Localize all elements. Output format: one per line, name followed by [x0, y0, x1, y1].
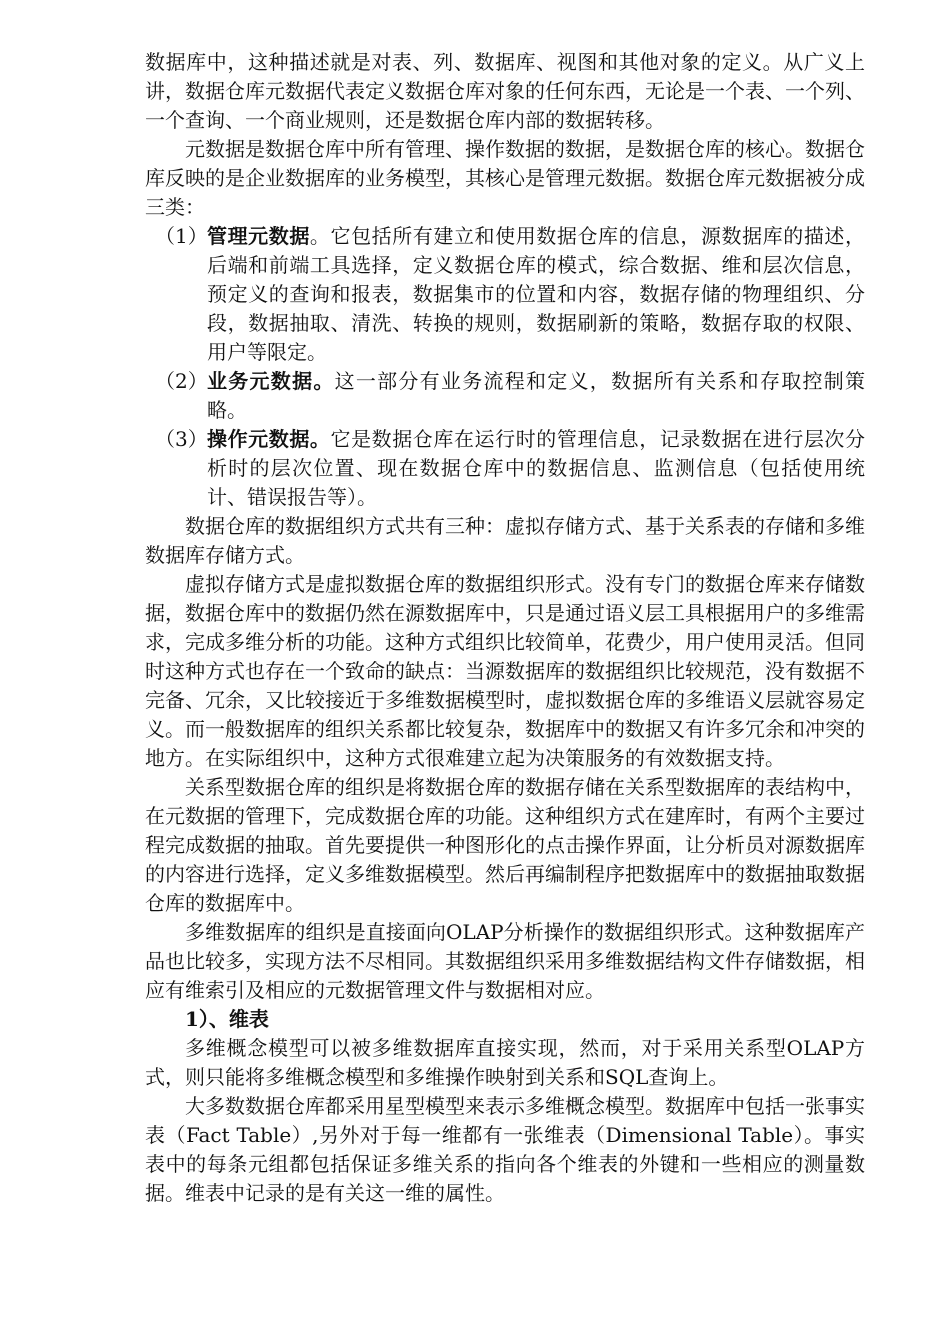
list-item-management-metadata	[145, 222, 865, 367]
paragraph-virtual-storage: 虚拟存储方式是虚拟数据仓库的数据组织形式。没有专门的数据仓库来存储数据，数据仓库中的数据仍然在源数据库中，只是通过语义层工具根据用户的多维需求，完成多维分析的功能。这种方式组织比较简单，花费少，用户使用灵活。但同时这种方式也存在一个致命的缺点：当源数据库的数据组织比较规范，没有数据不完备、冗余，又比较接近于多维数据模型时，虚拟数据仓库的多维语义层就容易定义。而一般数据库的组织关系都比较复杂，数据库中的数据又有许多冗余和冲突的地方。在实际组织中，这种方式很难建立起为决策服务的有效数据支持。	[145, 572, 865, 770]
paragraph-metadata-definition: 数据库中，这种描述就是对表、列、数据库、视图和其他对象的定义。从广义上讲，数据仓库元数据代表定义数据仓库对象的任何东西，无论是一个表、一个列、一个查询、一个商业规则，还是数据仓库内部的数据转移。	[145, 50, 865, 132]
list-item-number: （2）	[155, 369, 208, 393]
list-item-term: 管理元数据	[207, 224, 310, 248]
list-item-business-metadata	[145, 367, 865, 425]
list-item-text: 。它包括所有建立和使用数据仓库的信息，源数据库的描述，后端和前端工具选择，定义数据仓库的模式，综合数据、维和层次信息，预定义的查询和报表，数据集市的位置和内容，数据存储的物理组织、分段，数据抽取、清洗、转换的规则，数据刷新的策略，数据存取的权限、用户等限定。	[207, 224, 866, 364]
document-body	[145, 48, 865, 1208]
list-item-number: （3）	[155, 427, 208, 451]
paragraph-relational-warehouse: 关系型数据仓库的组织是将数据仓库的数据存储在关系型数据库的表结构中，在元数据的管理下，完成数据仓库的功能。这种组织方式在建库时，有两个主要过程完成数据的抽取。首先要提供一种图形化的点击操作界面，让分析员对源数据库的内容进行选择，定义多维数据模型。然后再编制程序把数据库中的数据抽取数据仓库的数据库中。	[145, 775, 865, 915]
section-heading-dimension-table: 1）、维表	[185, 1007, 269, 1031]
paragraph-storage-methods: 数据仓库的数据组织方式共有三种：虚拟存储方式、基于关系表的存储和多维数据库存储方式。	[145, 514, 865, 567]
paragraph-olap-mapping: 多维概念模型可以被多维数据库直接实现，然而，对于采用关系型OLAP方式，则只能将多维概念模型和多维操作映射到关系和SQL查询上。	[145, 1036, 865, 1089]
list-item-term: 业务元数据。	[207, 369, 335, 393]
paragraph-star-schema: 大多数数据仓库都采用星型模型来表示多维概念模型。数据库中包括一张事实表（Fact Table）,另外对于每一维都有一张维表（Dimensional Table）。事实表中的每条元组都包括保证多维关系的指向各个维表的外键和一些相应的测量数据。维表中记录的是有关这一维的属性。	[145, 1094, 865, 1205]
paragraph-metadata-core: 元数据是数据仓库中所有管理、操作数据的数据，是数据仓库的核心。数据仓库反映的是企业数据库的业务模型，其核心是管理元数据。数据仓库元数据被分成三类：	[145, 137, 865, 219]
list-item-term: 操作元数据。	[207, 427, 331, 451]
list-item-number: （1）	[155, 224, 208, 248]
list-item-text: 它是数据仓库在运行时的管理信息，记录数据在进行层次分析时的层次位置、现在数据仓库中的数据信息、监测信息（包括使用统计、错误报告等）。	[207, 427, 866, 509]
list-item-text: 这一部分有业务流程和定义，数据所有关系和存取控制策略。	[207, 369, 866, 422]
list-item-operational-metadata	[145, 425, 865, 512]
paragraph-multidimensional-database: 多维数据库的组织是直接面向OLAP分析操作的数据组织形式。这种数据库产品也比较多，实现方法不尽相同。其数据组织采用多维数据结构文件存储数据，相应有维索引及相应的元数据管理文件与数据相对应。	[145, 920, 865, 1002]
